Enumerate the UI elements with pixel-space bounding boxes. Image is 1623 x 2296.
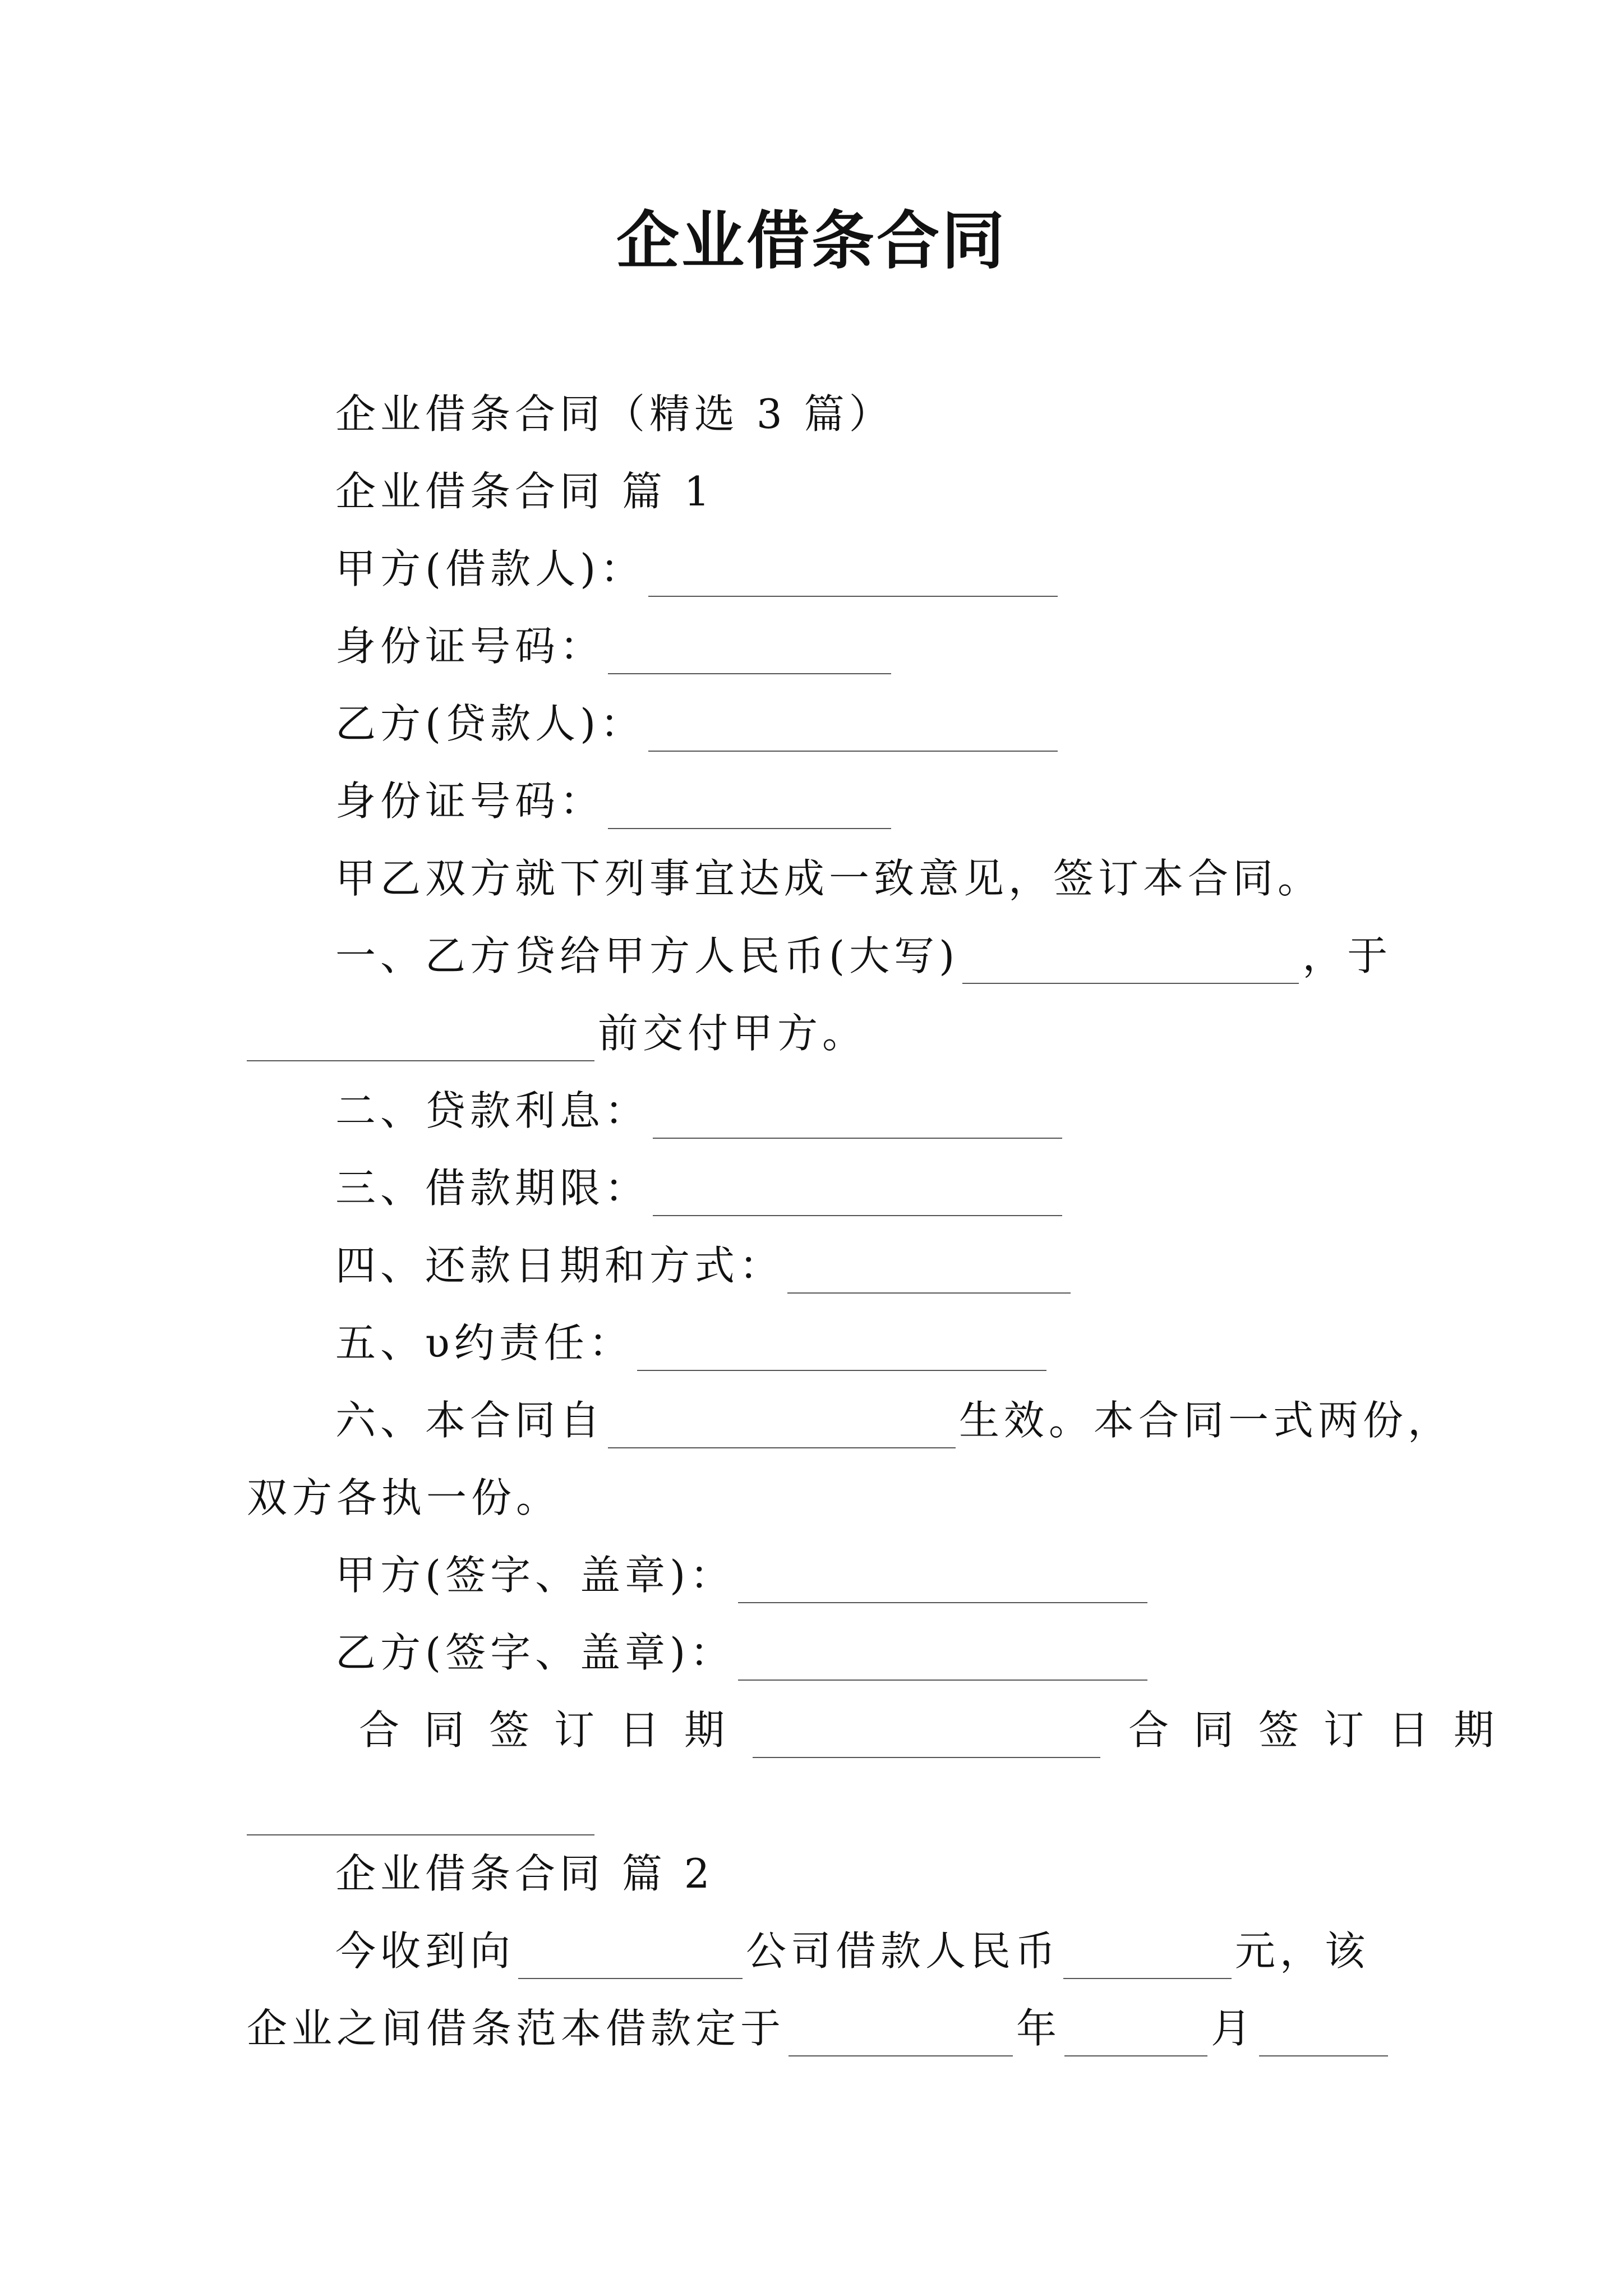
agreement-statement: 甲乙双方就下列事宜达成一致意见，签订本合同。 bbox=[335, 855, 1323, 902]
clause-1-mid-text: ，于 bbox=[1302, 932, 1393, 979]
party-b-id-blank bbox=[608, 783, 891, 829]
receipt-text-mid: 公司借款人民币 bbox=[746, 1927, 1061, 1975]
clause-1-end-text: 前交付甲方。 bbox=[598, 1010, 868, 1057]
interest-blank bbox=[653, 1093, 1062, 1139]
lender-company-blank bbox=[518, 1933, 743, 1979]
receipt-line-2 bbox=[247, 2000, 1391, 2056]
due-date-text: 企业之间借条范本借款定于 bbox=[247, 2005, 786, 2052]
year-label: 年 bbox=[1016, 2005, 1062, 2052]
term-blank bbox=[653, 1170, 1062, 1216]
sign-date-label-2: 合同签订日期 bbox=[1128, 1706, 1519, 1754]
month-blank bbox=[1064, 2010, 1207, 2056]
document-title: 企业借条合同 bbox=[616, 205, 1007, 278]
liability-blank bbox=[637, 1325, 1046, 1371]
sign-a-line bbox=[335, 1547, 1151, 1603]
party-a-blank bbox=[648, 551, 1058, 597]
loan-amount-blank bbox=[962, 938, 1299, 984]
clause-4-line bbox=[335, 1237, 1074, 1294]
article-1-heading: 企业借条合同 篇 1 bbox=[335, 468, 714, 515]
sign-date-continued bbox=[247, 1779, 598, 1835]
sign-date-blank-1 bbox=[753, 1712, 1100, 1758]
sign-a-label: 甲方(签字、盖章)： bbox=[335, 1552, 735, 1599]
repayment-blank bbox=[787, 1248, 1071, 1294]
receipt-amount-blank bbox=[1063, 1933, 1232, 1979]
selected-heading: 企业借条合同（精选 3 篇） bbox=[335, 390, 894, 438]
clause-1-text: 一、乙方贷给甲方人民币(大写) bbox=[335, 932, 960, 979]
receipt-text-start: 今收到向 bbox=[335, 1927, 515, 1975]
party-a-id-blank bbox=[608, 628, 891, 674]
clause-6-line bbox=[335, 1392, 1453, 1448]
clause-3-label: 三、借款期限： bbox=[335, 1165, 650, 1212]
sign-date-label-1: 合同签订日期 bbox=[359, 1706, 750, 1754]
sign-date-blank-2 bbox=[247, 1789, 594, 1835]
party-a-id-label: 身份证号码： bbox=[335, 623, 605, 670]
month-label: 月 bbox=[1211, 2005, 1256, 2052]
sign-b-label: 乙方(签字、盖章)： bbox=[335, 1629, 735, 1676]
clause-1-line bbox=[335, 928, 1392, 984]
party-b-id-label: 身份证号码： bbox=[335, 777, 605, 825]
delivery-date-blank bbox=[247, 1015, 594, 1061]
effective-date-blank bbox=[608, 1402, 956, 1448]
party-a-line bbox=[335, 541, 1061, 597]
party-a-id-line bbox=[335, 618, 895, 674]
clause-4-label: 四、还款日期和方式： bbox=[335, 1242, 785, 1289]
party-b-label: 乙方(贷款人)： bbox=[335, 700, 645, 747]
clause-5-line bbox=[335, 1315, 1050, 1371]
clause-3-line bbox=[335, 1160, 1066, 1216]
clause-2-line bbox=[335, 1083, 1066, 1139]
sign-a-blank bbox=[738, 1557, 1147, 1603]
day-blank bbox=[1259, 2010, 1388, 2056]
clause-6-continued: 双方各执一份。 bbox=[247, 1474, 561, 1521]
party-b-blank bbox=[648, 706, 1058, 752]
receipt-line-1 bbox=[335, 1923, 1370, 1979]
clause-6-text: 六、本合同自 bbox=[335, 1397, 605, 1444]
receipt-text-end: 元，该 bbox=[1235, 1927, 1370, 1975]
party-a-label: 甲方(借款人)： bbox=[335, 545, 645, 592]
sign-b-line bbox=[335, 1625, 1151, 1681]
clause-1-continued bbox=[247, 1005, 867, 1061]
sign-b-blank bbox=[738, 1635, 1147, 1681]
article-2-heading: 企业借条合同 篇 2 bbox=[335, 1850, 714, 1897]
party-b-line bbox=[335, 696, 1061, 752]
party-b-id-line bbox=[335, 773, 895, 829]
sign-date-line bbox=[359, 1702, 1519, 1758]
clause-5-label: 五、υ约责任： bbox=[335, 1319, 634, 1366]
clause-2-label: 二、贷款利息： bbox=[335, 1087, 650, 1134]
clause-6-end-text: 生效。本合同一式两份， bbox=[959, 1397, 1453, 1444]
year-blank bbox=[789, 2010, 1013, 2056]
